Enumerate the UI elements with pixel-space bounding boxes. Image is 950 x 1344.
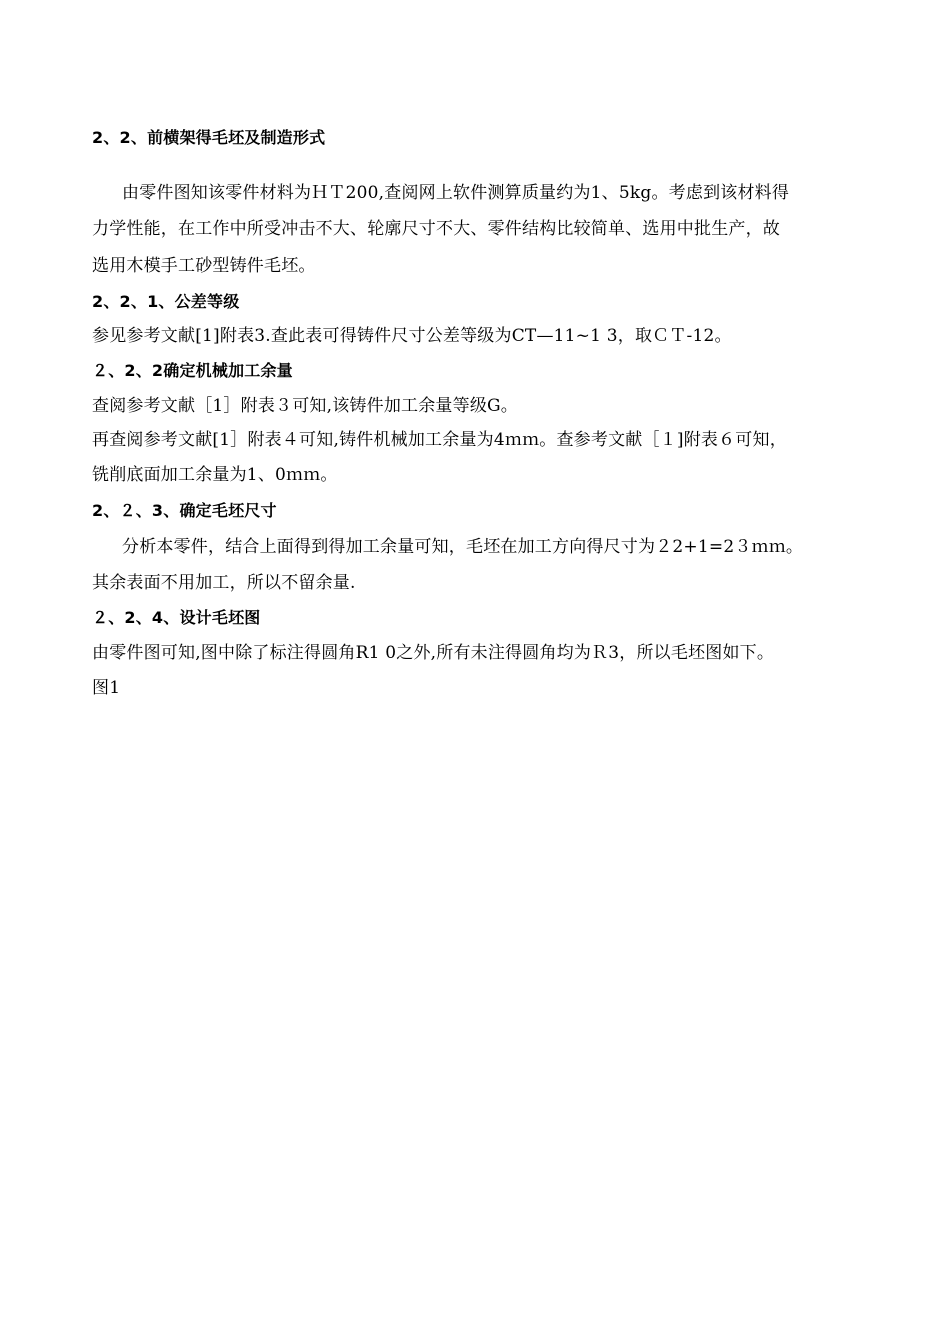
blank-size-line-1: 分析本零件，结合上面得到得加工余量可知，毛坯在加工方向得尺寸为２2+1=2３ｍｍ。 xyxy=(122,537,804,557)
section-title: 2、2、前横架得毛坯及制造形式 xyxy=(92,128,326,147)
allowance-line-1: 查阅参考文献［1］附表３可知,该铸件加工余量等级G。 xyxy=(92,396,518,416)
subsection-title-tolerance: 2、2、1、公差等级 xyxy=(92,292,240,311)
subsection-title-allowance: ２、2、2确定机械加工余量 xyxy=(92,361,293,380)
tolerance-line-1: 参见参考文献[1]附表3.查此表可得铸件尺寸公差等级为CT—11~1 3，取ＣＴ-12。 xyxy=(92,326,732,346)
figure-label: 图1 xyxy=(92,678,121,698)
allowance-line-2: 再查阅参考文献[1］附表４可知,铸件机械加工余量为4ｍｍ。查参考文献［１]附表６可知， xyxy=(92,430,787,450)
intro-line-1: 由零件图知该零件材料为ＨＴ200,查阅网上软件测算质量约为1、5kg。考虑到该材料得 xyxy=(122,183,790,203)
intro-line-2: 力学性能，在工作中所受冲击不大、轮廓尺寸不大、零件结构比较简单、选用中批生产，故 xyxy=(92,219,780,239)
blank-drawing-line-1: 由零件图可知,图中除了标注得圆角R1 0之外,所有未注得圆角均为Ｒ3，所以毛坯图如下。 xyxy=(92,643,775,663)
intro-line-3: 选用木模手工砂型铸件毛坯。 xyxy=(92,256,316,276)
allowance-line-3: 铣削底面加工余量为1、0ｍｍ。 xyxy=(92,465,338,485)
subsection-title-blank-drawing: ２、2、4、设计毛坯图 xyxy=(92,608,261,627)
blank-size-line-2: 其余表面不用加工，所以不留余量. xyxy=(92,573,356,593)
subsection-title-blank-size: 2、２、3、确定毛坯尺寸 xyxy=(92,501,277,520)
